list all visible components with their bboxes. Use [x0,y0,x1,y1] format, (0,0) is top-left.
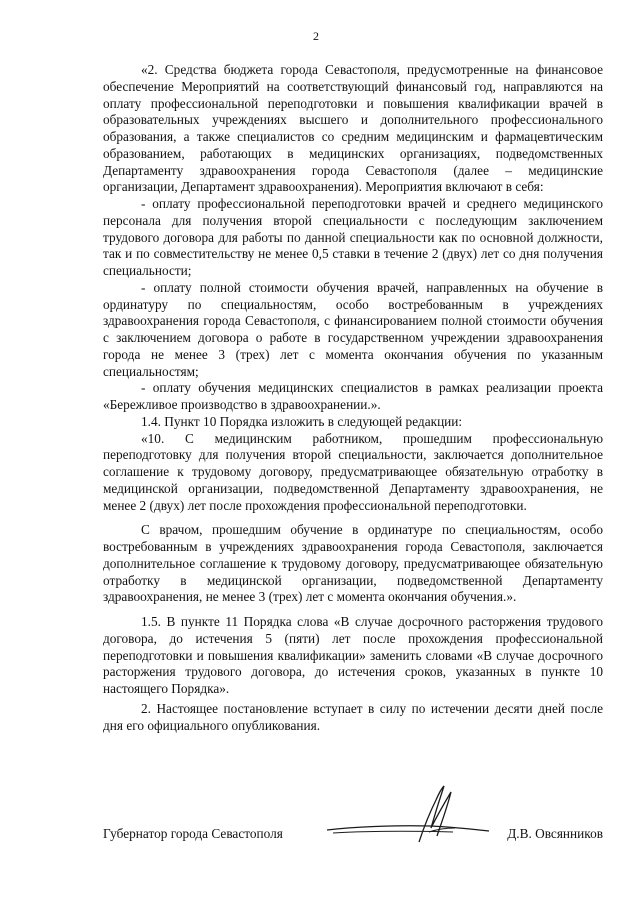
paragraph-clause-10: «10. С медицинским работником, прошедшим профессиональную переподготовку для получения второй специальности, заключается дополнительное соглашение к трудовому договору, предусматривающее обязательную отработку в медицинской организации, подведомственной Департаменту здравоохранения, не менее 2 (двух) лет после прохождения профессиональной переподготовки. [103,430,603,513]
signature-block [103,822,603,846]
paragraph-lean-project-payment: - оплату обучения медицинских специалистов в рамках реализации проекта «Бережливое производство в здравоохранении.». [103,380,603,412]
paragraph-retraining-payment: - оплату профессиональной переподготовки врачей и среднего медицинского персонала для получения второй специальности с последующим заключением трудового договора для работы по данной специальности как по основной должности, так и по совместительству не менее 0,5 ставки в течение 2 (двух) лет со дня получения специальности; [103,196,603,278]
paragraph-item-1-5: 1.5. В пункте 11 Порядка слова «В случае досрочного расторжения трудового договора, до истечения 5 (пяти) лет после прохождения профессиональной переподготовки и повышения квалификации» заменить словами «В случае досрочного расторжения трудового договора, до истечения сроков, указанных в пункте 10 настоящего Порядка». [103,614,603,696]
paragraph-residency-agreement: С врачом, прошедшим обучение в ординатуре по специальностям, особо востребованным в учреждениях здравоохранения города Севастополя, заключается дополнительное соглашение к трудовому договору, предусматривающее обязательную отработку в медицинской организации, подведомственной Департаменту здравоохранения, не менее 3 (трех) лет с момента окончания обучения.». [103,522,603,605]
paragraph-clause-2-funding: «2. Средства бюджета города Севастополя, предусмотренные на финансовое обеспечение Мероприятий на соответствующий финансовый год, направляются на оплату профессиональной переподготовки и повышения квалификации врачей в образовательных учреждениях высшего и дополнительного профессионального образования, а также специалистов со средним медицинским и фармацевтическим образованием, работающих в медицинских организациях, подведомственных Департаменту здравоохранения города Севастополя (далее – медицинские организации, Департамент здравоохранения). Мероприятия включают в себя: [103,62,603,195]
document-body [103,62,603,734]
paragraph-effective-date: 2. Настоящее постановление вступает в силу по истечении десяти дней после дня его официального опубликования. [103,700,603,733]
paragraph-residency-payment: - оплату полной стоимости обучения врачей, направленных на обучение в ординатуру по специальностям, особо востребованным в учреждениях здравоохранения города Севастополя, с финансированием полной стоимости обучения с заключением договора о работе в государственном учреждении здравоохранения города не менее 3 (трех) лет с момента окончания обучения по указанным специальностям; [103,279,603,379]
page-number: 2 [313,29,319,43]
signatory-title: Губернатор города Севастополя [103,826,283,841]
paragraph-item-1-4: 1.4. Пункт 10 Порядка изложить в следующей редакции: [141,413,463,429]
handwritten-signature [323,784,493,848]
signatory-name: Д.В. Овсянников [507,826,603,841]
